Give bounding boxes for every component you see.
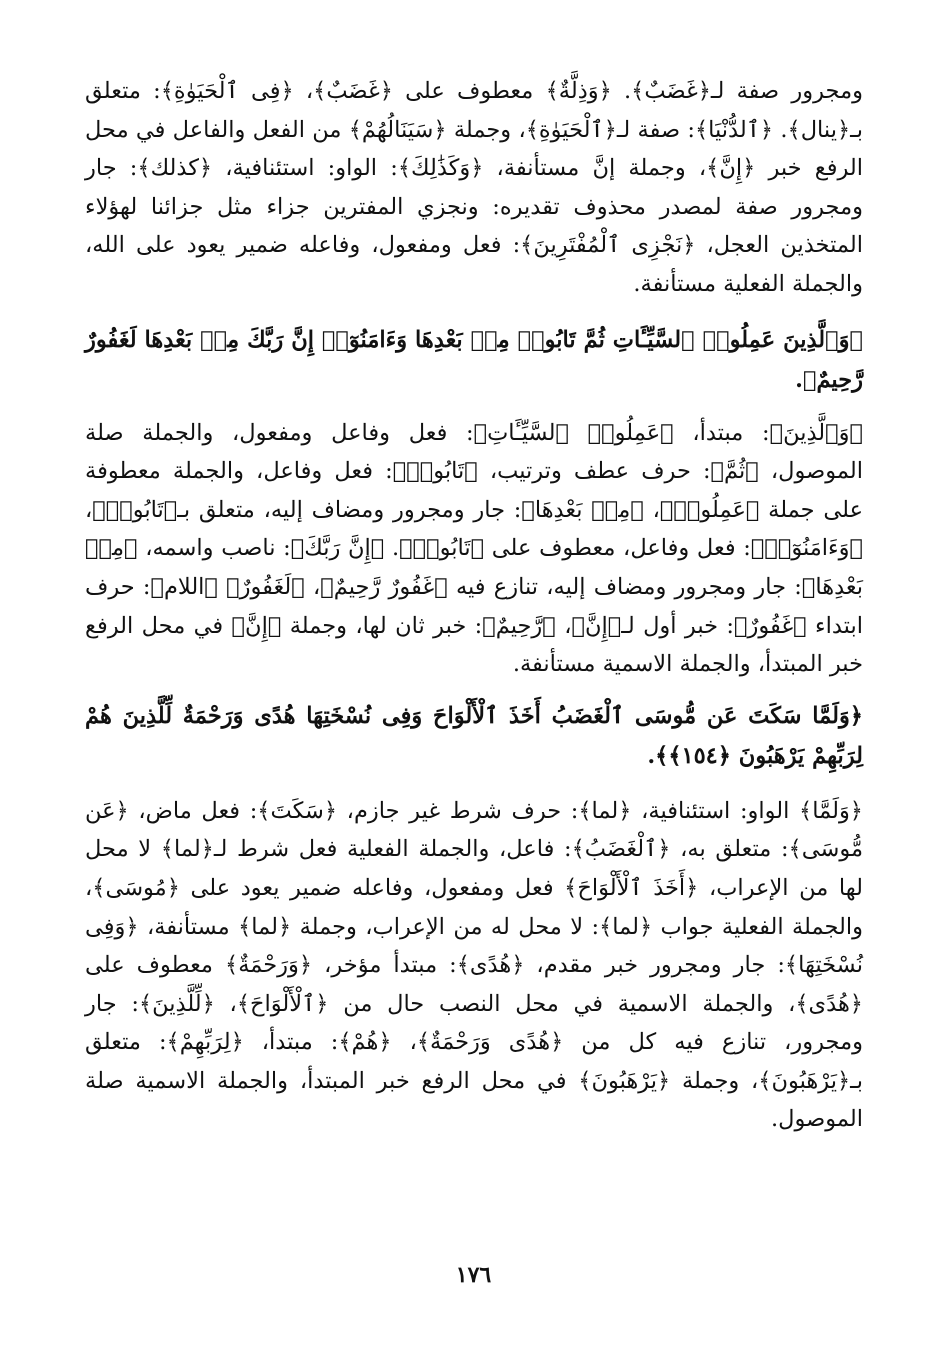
paragraph-grammar-analysis-1: ومجرور صفة لـ﴿غَضَبٌ﴾. ﴿وَذِلَّةٌ﴾ معطوف على ﴿غَضَبٌ﴾، ﴿فِى ٱلْحَيَوٰةِ﴾: متعلق بـ﴿ينال﴾. ﴿ٱلدُّنْيَا﴾: صفة لـ﴿ٱلْحَيَوٰةِ﴾، وجملة ﴿سَيَنَالُهُمْ﴾ من الفعل والفاعل في محل الرفع خبر ﴿إِنَّ﴾، وجملة إنَّ مستأنفة، ﴿وَكَذَٰلِكَ﴾: الواو: استئنافية، ﴿كذلك﴾: جار ومجرور صفة لمصدر محذوف تقديره: ونجزي المفترين جزاء مثل جزائنا لهؤلاء المتخذين العجل، ﴿نَجْزِى ٱلْمُفْتَرِينَ﴾: فعل ومفعول، وفاعله ضمير يعود على الله، والجملة الفعلية مستأنفة. [85, 78, 863, 297]
paragraph-grammar-analysis-2: ﴿وَٱلَّذِينَ﴾: مبتدأ، ﴿عَمِلُوا۟ ٱلسَّيِّـَٔاتِ﴾: فعل وفاعل ومفعول، والجملة صلة الموصول، ﴿ثُمَّ﴾: حرف عطف وترتيب، ﴿تَابُوا۟﴾: فعل وفاعل، والجملة معطوفة على جملة ﴿عَمِلُوا۟﴾، ﴿مِنۢ بَعْدِهَا﴾: جار ومجرور ومضاف إليه، متعلق بـ﴿تَابُوا۟﴾، ﴿وَءَامَنُوٓا۟﴾: فعل وفاعل، معطوف على ﴿تَابُوا۟﴾. ﴿إِنَّ رَبَّكَ﴾: ناصب واسمه، ﴿مِنۢ بَعْدِهَا﴾: جار ومجرور ومضاف إليه، تنازع فيه ﴿غَفُورٌ رَّحِيمٌ﴾، ﴿لَغَفُورٌ﴾ ﴿اللام﴾: حرف ابتداء ﴿غَفُورٌ﴾: خبر أول لـ﴿إِنَّ﴾، ﴿رَّحِيمٌ﴾: خبر ثان لها، وجملة ﴿إِنَّ﴾ في محل الرفع خبر المبتدأ، والجملة الاسمية مستأنفة. [85, 419, 863, 678]
paragraph-grammar-analysis-3: ﴿وَلَمَّا﴾ الواو: استئنافية، ﴿لما﴾: حرف شرط غير جازم، ﴿سَكَتَ﴾: فعل ماض، ﴿عَن مُّوسَى﴾: متعلق به، ﴿ٱلْغَضَبُ﴾: فاعل، والجملة الفعلية فعل شرط لـ﴿لما﴾ لا محل لها من الإعراب، ﴿أَخَذَ ٱلْأَلْوَاحَ﴾ فعل ومفعول، وفاعله ضمير يعود على ﴿مُوسَى﴾، والجملة الفعلية جواب ﴿لما﴾: لا محل له من الإعراب، وجملة ﴿لما﴾ مستأنفة، ﴿وَفِى نُسْخَتِهَا﴾: جار ومجرور خبر مقدم، ﴿هُدًى﴾: مبتدأ مؤخر، ﴿وَرَحْمَةٌ﴾ معطوف على ﴿هُدًى﴾، والجملة الاسمية في محل النصب حال من ﴿ٱلْأَلْوَاحَ﴾، ﴿لِّلَّذِينَ﴾: جار ومجرور، تنازع فيه كل من ﴿هُدًى وَرَحْمَةٌ﴾، ﴿هُمْ﴾: مبتدأ، ﴿لِرَبِّهِمْ﴾: متعلق بـ﴿يَرْهَبُونَ﴾، وجملة ﴿يَرْهَبُونَ﴾ في محل الرفع خبر المبتدأ، والجملة الاسمية صلة الموصول. [85, 797, 863, 1133]
page-body [85, 72, 863, 1139]
quran-verse-153: ﴿وَٱلَّذِينَ عَمِلُوا۟ ٱلسَّيِّـَٔاتِ ثُمَّ تَابُوا۟ مِنۢ بَعْدِهَا وَءَامَنُوٓا۟ إِنَّ رَبَّكَ مِنۢ بَعْدِهَا لَغَفُورٌ رَّحِيمٌ﴾. [85, 326, 863, 393]
quran-verse-154: ﴿وَلَمَّا سَكَتَ عَن مُّوسَى ٱلْغَضَبُ أَخَذَ ٱلْأَلْوَاحَ وَفِى نُسْخَتِهَا هُدًى وَرَحْمَةٌ لِّلَّذِينَ هُمْ لِرَبِّهِمْ يَرْهَبُونَ ﴿١٥٤﴾﴾. [85, 702, 863, 769]
page-number: ١٧٦ [455, 1262, 492, 1288]
